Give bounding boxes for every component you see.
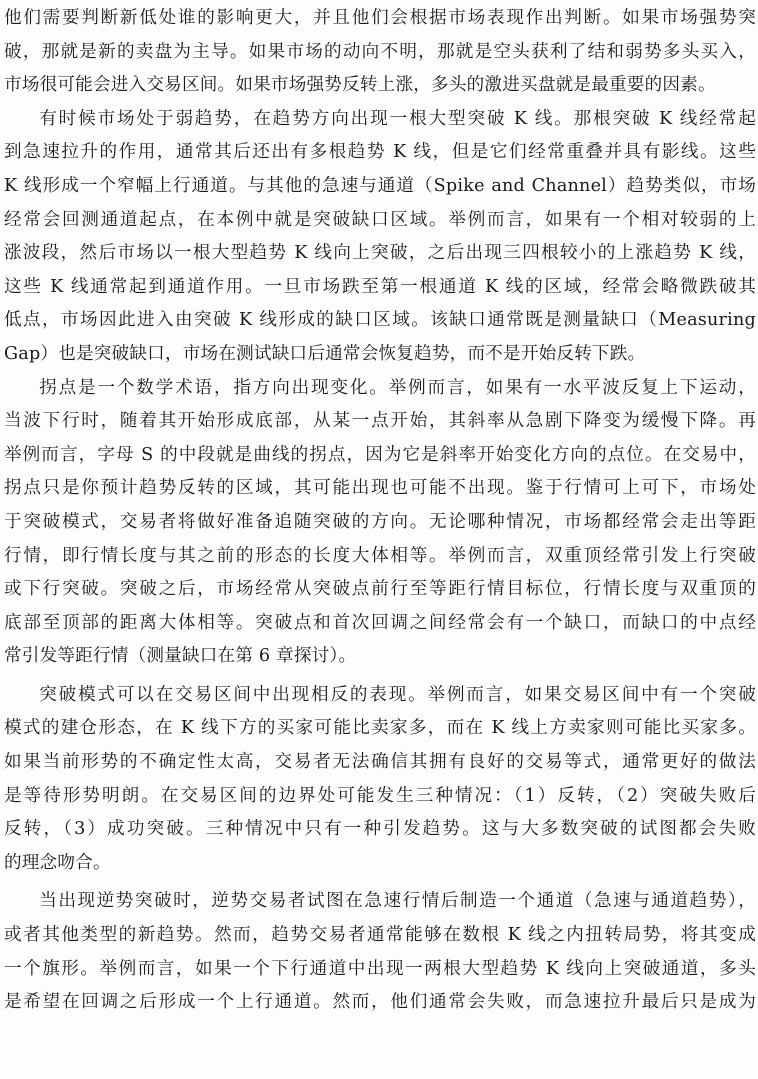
text-line: 拐点是一个数学术语，指方向出现变化。举例而言，如果有一水平波反复上下运动，	[39, 377, 756, 398]
text-line: 或者其他类型的新趋势。然而，趋势交易者通常能够在数根 K 线之内扭转局势，将其变成	[4, 925, 756, 946]
text-line: 反转，（3）成功突破。三种情况中只有一种引发趋势。这与大多数突破的试图都会失败	[4, 819, 756, 840]
paragraph-4	[4, 679, 756, 881]
text-line: 行情，即行情长度与其之前的形态的长度大体相等。举例而言，双重顶经常引发上行突破	[4, 545, 756, 566]
text-line: 常引发等距行情（测量缺口在第 6 章探讨）。	[4, 646, 357, 667]
text-line: 是等待形势明朗。在交易区间的边界处可能发生三种情况：（1）反转，（2）突破失败后	[4, 785, 756, 806]
text-line: 有时候市场处于弱趋势，在趋势方向出现一根大型突破 K 线。那根突破 K 线经常起	[39, 108, 756, 129]
text-line: 的理念吻合。	[4, 852, 111, 873]
text-line: 如果当前形势的不确定性太高，交易者无法确信其拥有良好的交易等式，通常更好的做法	[4, 752, 756, 773]
text-line: 涨波段，然后市场以一根大型趋势 K 线向上突破，之后出现三四根较小的上涨趋势 K 线，	[4, 243, 756, 264]
text-line: 当出现逆势突破时，逆势交易者试图在急速行情后制造一个通道（急速与通道趋势），	[39, 891, 756, 912]
text-line: 举例而言，字母 S 的中段就是曲线的拐点，因为它是斜率开始变化方向的点位。在交易中，	[4, 444, 756, 465]
text-line: 市场很可能会进入交易区间。如果市场强势反转上涨，多头的激进买盘就是最重要的因素。	[4, 75, 716, 96]
paragraph-3	[4, 372, 756, 674]
text-line: 一个旗形。举例而言，如果一个下行通道中出现一两根大型趋势 K 线向上突破通道，多头	[4, 958, 756, 979]
text-line: 底部至顶部的距离大体相等。突破点和首次回调之间经常会有一个缺口，而缺口的中点经	[4, 612, 756, 633]
text-line: 经常会回测通道起点，在本例中就是突破缺口区域。举例而言，如果有一个相对较弱的上	[4, 209, 756, 230]
text-line: K 线形成一个窄幅上行通道。与其他的急速与通道（Spike and Channel）趋势类似，市场	[4, 175, 756, 196]
text-line: 破，那就是新的卖盘为主导。如果市场的动向不明，那就是空头获利了结和弱势多头买入，	[4, 41, 756, 62]
text-line: 模式的建仓形态，在 K 线下方的买家可能比卖家多，而在 K 线上方卖家则可能比买家多。	[4, 718, 756, 739]
text-line: 这些 K 线通常起到通道作用。一旦市场跌至第一根通道 K 线的区域，经常会略微跌破其	[4, 276, 756, 297]
text-line: 低点，市场因此进入由突破 K 线形成的缺口区域。该缺口通常既是测量缺口（Measuring	[4, 310, 756, 331]
text-line: 拐点只是你预计趋势反转的区域，其可能出现也可能不出现。鉴于行情可上可下，市场处	[4, 478, 756, 499]
text-line: 是希望在回调之后形成一个上行通道。然而，他们通常会失败，而急速拉升最后只是成为	[4, 992, 756, 1013]
paragraph-5	[4, 885, 756, 1019]
text-line: 到急速拉升的作用，通常其后还出有多根趋势 K 线，但是它们经常重叠并具有影线。这些	[4, 142, 756, 163]
text-line: 他们需要判断新低处谁的影响更大，并且他们会根据市场表现作出判断。如果市场强势突	[4, 8, 756, 28]
text-line: 当波下行时，随着其开始形成底部，从某一点开始，其斜率从急剧下降变为缓慢下降。再	[4, 411, 756, 432]
paragraph-2	[4, 103, 756, 372]
body-text	[4, 2, 756, 1020]
text-line: 突破模式可以在交易区间中出现相反的表现。举例而言，如果交易区间中有一个突破	[39, 684, 756, 705]
text-line: 于突破模式，交易者将做好准备追随突破的方向。无论哪种情况，市场都经常会走出等距	[4, 511, 756, 532]
text-line: 或下行突破。突破之后，市场经常从突破点前行至等距行情目标位，行情长度与双重顶的	[4, 579, 756, 600]
paragraph-1	[4, 2, 756, 103]
text-line: Gap）也是突破缺口，市场在测试缺口后通常会恢复趋势，而不是开始反转下跌。	[4, 343, 646, 364]
